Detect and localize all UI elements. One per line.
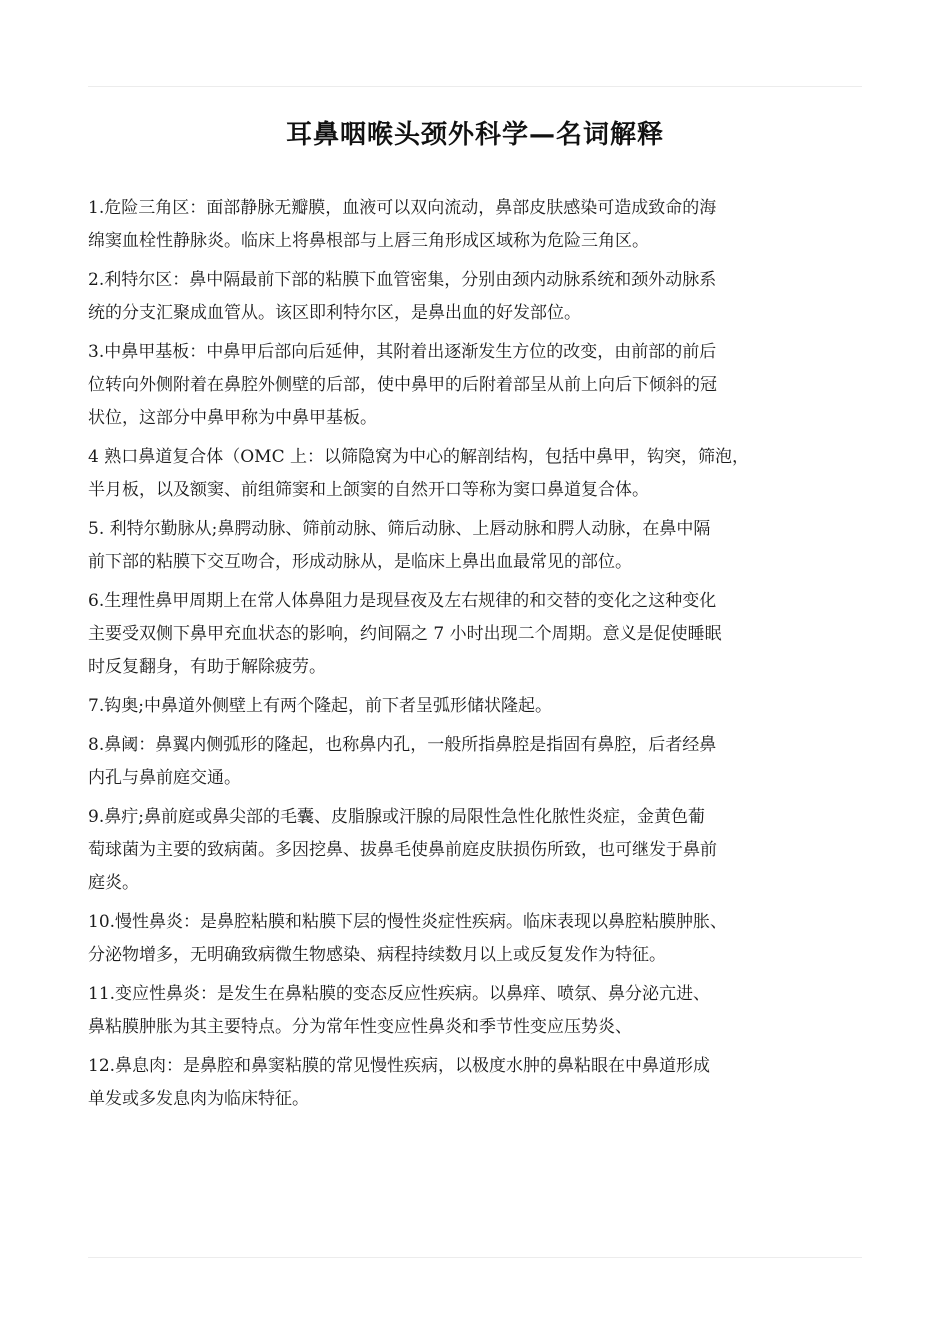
entry-line: 庭炎。	[88, 873, 139, 893]
glossary-entry	[88, 192, 888, 258]
glossary-entry	[88, 336, 888, 435]
glossary-entry	[88, 1050, 888, 1116]
glossary-entry	[88, 906, 888, 972]
glossary-entry	[88, 513, 888, 579]
entry-line: 单发或多发息肉为临床特征。	[88, 1089, 309, 1109]
entry-line: 3.中鼻甲基板：中鼻甲后部向后延伸，其附着出逐渐发生方位的改变，由前部的前后	[88, 342, 717, 362]
glossary-entry	[88, 441, 888, 507]
glossary-entry	[88, 729, 888, 795]
glossary-entry	[88, 690, 888, 723]
entry-line: 4 熟口鼻道复合体（OMC 上：以筛隐窝为中心的解剖结构，包括中鼻甲，钩突，筛泡，	[88, 447, 749, 467]
entry-line: 2.利特尔区：鼻中隔最前下部的粘膜下血管密集，分别由颈内动脉系统和颈外动脉系	[88, 270, 717, 290]
bottom-divider	[88, 1257, 862, 1258]
entry-line: 内孔与鼻前庭交通。	[88, 768, 241, 788]
entry-line: 5. 利特尔勤脉从;鼻腭动脉、筛前动脉、筛后动脉、上唇动脉和腭人动脉，在鼻中隔	[88, 519, 711, 539]
entry-line: 1.危险三角区：面部静脉无瓣膜，血液可以双向流动，鼻部皮肤感染可造成致命的海	[88, 198, 717, 218]
entry-line: 时反复翻身，有助于解除疲劳。	[88, 657, 326, 677]
entry-line: 分泌物增多，无明确致病微生物感染、病程持续数月以上或反复发作为特征。	[88, 945, 666, 965]
glossary-entry	[88, 585, 888, 684]
entry-line: 鼻粘膜肿胀为其主要特点。分为常年性变应性鼻炎和季节性变应压势炎、	[88, 1017, 632, 1037]
entry-line: 9.鼻疔;鼻前庭或鼻尖部的毛囊、皮脂腺或汗腺的局限性急性化脓性炎症，金黄色葡	[88, 807, 705, 827]
entry-line: 半月板，以及额窦、前组筛窦和上颌窦的自然开口等称为窦口鼻道复合体。	[88, 480, 649, 500]
entry-line: 状位，这部分中鼻甲称为中鼻甲基板。	[88, 408, 377, 428]
glossary-entry	[88, 264, 888, 330]
entry-line: 萄球菌为主要的致病菌。多因挖鼻、拔鼻毛使鼻前庭皮肤损伤所致，也可继发于鼻前	[88, 840, 717, 860]
entry-line: 位转向外侧附着在鼻腔外侧壁的后部，使中鼻甲的后附着部呈从前上向后下倾斜的冠	[88, 375, 717, 395]
page-title: 耳鼻咽喉头颈外科学—名词解释	[285, 120, 664, 150]
entry-line: 统的分支汇聚成血管从。该区即利特尔区，是鼻出血的好发部位。	[88, 303, 581, 323]
entry-line: 8.鼻阈：鼻翼内侧弧形的隆起，也称鼻内孔，一般所指鼻腔是指固有鼻腔，后者经鼻	[88, 735, 717, 755]
glossary-content	[88, 192, 888, 1122]
entry-line: 主要受双侧下鼻甲充血状态的影响，约间隔之 7 小时出现二个周期。意义是促使睡眠	[88, 624, 722, 644]
entry-line: 12.鼻息肉：是鼻腔和鼻窦粘膜的常见慢性疾病，以极度水肿的鼻粘眼在中鼻道形成	[88, 1056, 711, 1076]
top-divider	[88, 86, 862, 87]
entry-line: 绵窦血栓性静脉炎。临床上将鼻根部与上唇三角形成区域称为危险三角区。	[88, 231, 649, 251]
entry-line: 前下部的粘膜下交互吻合，形成动脉从，是临床上鼻出血最常见的部位。	[88, 552, 632, 572]
entry-line: 10.慢性鼻炎：是鼻腔粘膜和粘膜下层的慢性炎症性疾病。临床表现以鼻腔粘膜肿胀、	[88, 912, 728, 932]
glossary-entry	[88, 978, 888, 1044]
entry-line: 6.生理性鼻甲周期上在常人体鼻阻力是现昼夜及左右规律的和交替的变化之这种变化	[88, 591, 717, 611]
glossary-entry	[88, 801, 888, 900]
entry-line: 7.钩奥;中鼻道外侧壁上有两个隆起，前下者呈弧形储状隆起。	[88, 696, 552, 716]
entry-line: 11.变应性鼻炎：是发生在鼻粘膜的变态反应性疾病。以鼻痒、喷氛、鼻分泌亢进、	[88, 984, 711, 1004]
